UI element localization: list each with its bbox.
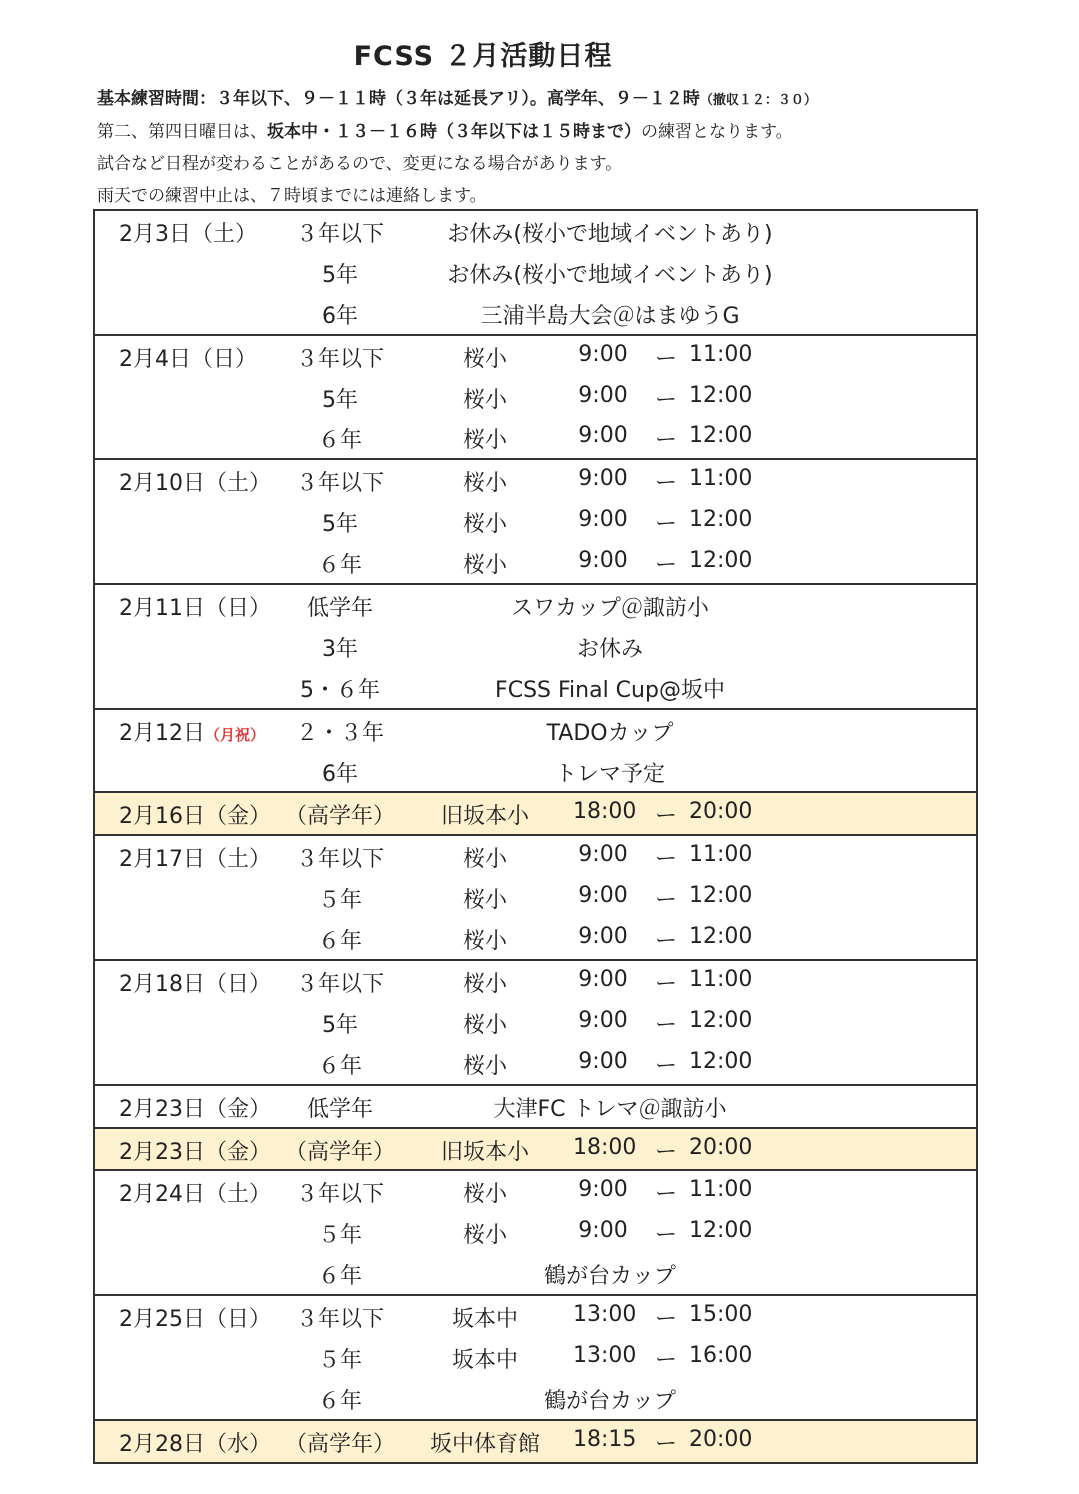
schedule-day-group bbox=[95, 793, 976, 836]
grade-cell: ３年以下 bbox=[295, 222, 384, 247]
place-cell: 桜小 bbox=[462, 471, 507, 497]
grade-cell: ３年以下 bbox=[295, 1307, 384, 1333]
time-dash: ー bbox=[655, 1307, 678, 1333]
schedule-row bbox=[95, 961, 976, 1002]
place-cell: 坂本中 bbox=[451, 1348, 518, 1374]
start-time: 18:00 bbox=[573, 799, 637, 825]
grade-cell: ６年 bbox=[317, 1388, 362, 1414]
time-dash: ー bbox=[655, 471, 678, 497]
time-dash: ー bbox=[655, 1053, 678, 1079]
note-practice-time-text: 基本練習時間：３年以下、９－１１時（３年は延長アリ）。高学年、９－１２時 bbox=[97, 89, 700, 109]
grade-cell: ３年以下 bbox=[295, 1182, 384, 1208]
date-label: 2月17日（土） bbox=[119, 847, 271, 873]
grade-cell: 6年 bbox=[322, 761, 358, 787]
start-time: 13:00 bbox=[573, 1302, 637, 1328]
date-label: 2月23日（金） bbox=[119, 1096, 271, 1122]
grade-cell: ３年以下 bbox=[295, 471, 384, 497]
start-time: 9:00 bbox=[578, 341, 628, 367]
date-label: 2月28日（水） bbox=[119, 1431, 271, 1457]
event-cell: お休み(桜小で地域イベントあり) bbox=[447, 262, 773, 288]
date-cell bbox=[119, 1427, 271, 1458]
date-label: 2月10日（土） bbox=[119, 471, 271, 497]
time-dash: ー bbox=[655, 346, 678, 372]
date-cell bbox=[119, 842, 271, 873]
start-time: 9:00 bbox=[578, 883, 628, 909]
schedule-day-group bbox=[95, 1171, 976, 1296]
start-time: 13:00 bbox=[573, 1343, 637, 1369]
note-sunday-bold: 坂本中・１３－１６時（３年以下は１５時まで） bbox=[267, 122, 641, 142]
date-label: 2月24日（土） bbox=[119, 1182, 271, 1208]
grade-cell: ６年 bbox=[317, 1053, 362, 1079]
note-sunday-lead: 第二、第四日曜日は、 bbox=[97, 122, 267, 142]
schedule-row bbox=[95, 1253, 976, 1294]
time-dash: ー bbox=[655, 553, 678, 579]
time-dash: ー bbox=[655, 929, 678, 955]
place-cell: 桜小 bbox=[462, 346, 507, 372]
time-dash: ー bbox=[655, 1139, 678, 1165]
start-time: 9:00 bbox=[578, 1007, 628, 1033]
date-cell bbox=[119, 1135, 271, 1166]
date-cell bbox=[119, 591, 271, 622]
schedule-row bbox=[95, 1212, 976, 1253]
start-time: 9:00 bbox=[578, 842, 628, 868]
schedule-day-group bbox=[95, 460, 976, 585]
date-label: 2月11日（日） bbox=[119, 596, 271, 622]
place-cell: 桜小 bbox=[462, 929, 507, 955]
grade-cell: 5・６年 bbox=[300, 677, 380, 703]
end-time: 12:00 bbox=[689, 382, 753, 408]
page-title: FCSS ２月活動日程 bbox=[353, 41, 613, 72]
date-label: 2月23日（金） bbox=[119, 1139, 271, 1165]
schedule-row bbox=[95, 1337, 976, 1378]
schedule-row bbox=[95, 1171, 976, 1212]
place-cell: 桜小 bbox=[462, 1223, 507, 1249]
grade-cell: （高学年） bbox=[285, 1431, 396, 1457]
date-cell bbox=[119, 217, 257, 248]
date-label: 2月18日（日） bbox=[119, 972, 271, 998]
end-time: 12:00 bbox=[689, 1048, 753, 1074]
time-dash: ー bbox=[655, 512, 678, 538]
schedule-day-group bbox=[95, 1296, 976, 1421]
end-time: 12:00 bbox=[689, 423, 753, 449]
date-label: 2月25日（日） bbox=[119, 1307, 271, 1333]
time-dash: ー bbox=[655, 1182, 678, 1208]
date-cell bbox=[119, 716, 265, 747]
place-cell: 桜小 bbox=[462, 1053, 507, 1079]
schedule-row bbox=[95, 1002, 976, 1043]
schedule-row bbox=[95, 710, 976, 751]
place-cell: 坂中体育館 bbox=[429, 1431, 540, 1457]
date-cell bbox=[119, 799, 271, 830]
schedule-row bbox=[95, 501, 976, 542]
grade-cell: 低学年 bbox=[306, 596, 373, 622]
grade-cell: ６年 bbox=[317, 428, 362, 454]
end-time: 11:00 bbox=[689, 967, 753, 993]
note-cleanup-time: （撤収１２：３０） bbox=[699, 93, 817, 108]
schedule-day-group bbox=[95, 836, 976, 961]
schedule-row bbox=[95, 626, 976, 667]
start-time: 9:00 bbox=[578, 1048, 628, 1074]
note-schedule-change: 試合など日程が変わることがあるので、変更になる場合があります。 bbox=[97, 154, 623, 174]
schedule-row bbox=[95, 918, 976, 959]
date-cell bbox=[119, 1177, 271, 1208]
event-cell: お休み bbox=[576, 636, 643, 662]
time-dash: ー bbox=[655, 1431, 678, 1457]
start-time: 9:00 bbox=[578, 1177, 628, 1203]
start-time: 18:15 bbox=[573, 1426, 637, 1452]
schedule-row bbox=[95, 793, 976, 834]
start-time: 9:00 bbox=[578, 924, 628, 950]
end-time: 12:00 bbox=[689, 548, 753, 574]
date-cell bbox=[119, 967, 271, 998]
grade-cell: （高学年） bbox=[285, 1139, 396, 1165]
grade-cell: 低学年 bbox=[306, 1096, 373, 1122]
date-label: 2月16日（金） bbox=[119, 804, 271, 830]
event-cell: トレマ予定 bbox=[554, 761, 665, 787]
schedule-row bbox=[95, 585, 976, 626]
end-time: 12:00 bbox=[689, 507, 753, 533]
time-dash: ー bbox=[655, 1012, 678, 1038]
schedule-row bbox=[95, 1129, 976, 1170]
start-time: 9:00 bbox=[578, 507, 628, 533]
schedule-row bbox=[95, 542, 976, 583]
event-cell: TADOカップ bbox=[546, 720, 674, 746]
event-cell: 鶴が台カップ bbox=[544, 1388, 676, 1414]
schedule-row bbox=[95, 1421, 976, 1462]
note-sunday-tail: の練習となります。 bbox=[641, 122, 793, 142]
event-cell: スワカップ＠諏訪小 bbox=[511, 596, 709, 622]
end-time: 20:00 bbox=[689, 1426, 753, 1452]
date-cell bbox=[119, 466, 271, 497]
schedule-day-group bbox=[95, 336, 976, 461]
schedule-day-group bbox=[95, 585, 976, 710]
time-dash: ー bbox=[655, 387, 678, 413]
grade-cell: ３年以下 bbox=[295, 972, 384, 998]
grade-cell: 5年 bbox=[322, 262, 358, 288]
grade-cell: 5年 bbox=[322, 512, 358, 538]
schedule-row bbox=[95, 1086, 976, 1127]
event-cell: 鶴が台カップ bbox=[544, 1264, 676, 1290]
grade-cell: ３年以下 bbox=[295, 847, 384, 873]
start-time: 9:00 bbox=[578, 466, 628, 492]
start-time: 9:00 bbox=[578, 967, 628, 993]
end-time: 11:00 bbox=[689, 1177, 753, 1203]
start-time: 9:00 bbox=[578, 1218, 628, 1244]
date-label: 2月3日（土） bbox=[119, 222, 257, 247]
date-cell bbox=[119, 1302, 271, 1333]
grade-cell: ２・３年 bbox=[295, 720, 384, 746]
end-time: 20:00 bbox=[689, 799, 753, 825]
schedule-row bbox=[95, 1378, 976, 1419]
end-time: 12:00 bbox=[689, 1218, 753, 1244]
schedule-day-group bbox=[95, 211, 976, 336]
grade-cell: 5年 bbox=[322, 387, 358, 413]
place-cell: 旧坂本小 bbox=[440, 804, 529, 830]
place-cell: 桜小 bbox=[462, 1012, 507, 1038]
schedule-row bbox=[95, 460, 976, 501]
schedule-day-group bbox=[95, 710, 976, 794]
grade-cell: ３年以下 bbox=[295, 346, 384, 372]
time-dash: ー bbox=[655, 428, 678, 454]
schedule-row bbox=[95, 417, 976, 458]
note-practice-time bbox=[97, 84, 817, 109]
schedule-row bbox=[95, 377, 976, 418]
event-cell: FCSS Final Cup@坂中 bbox=[495, 677, 725, 703]
note-sunday-practice bbox=[97, 117, 793, 142]
end-time: 12:00 bbox=[689, 924, 753, 950]
schedule-row bbox=[95, 252, 976, 293]
date-label: 2月4日（日） bbox=[119, 346, 257, 372]
end-time: 16:00 bbox=[689, 1343, 753, 1369]
schedule-row bbox=[95, 667, 976, 708]
grade-cell: 3年 bbox=[322, 636, 358, 662]
holiday-badge: （月祝） bbox=[205, 725, 266, 744]
grade-cell: ６年 bbox=[317, 553, 362, 579]
start-time: 9:00 bbox=[578, 548, 628, 574]
schedule-row bbox=[95, 336, 976, 377]
note-rain-cancel: 雨天での練習中止は、７時頃までには連絡します。 bbox=[97, 186, 487, 206]
place-cell: 旧坂本小 bbox=[440, 1139, 529, 1165]
start-time: 18:00 bbox=[573, 1134, 637, 1160]
schedule-row bbox=[95, 1043, 976, 1084]
end-time: 12:00 bbox=[689, 1007, 753, 1033]
schedule-row bbox=[95, 1296, 976, 1337]
schedule-day-group bbox=[95, 1086, 976, 1129]
end-time: 11:00 bbox=[689, 341, 753, 367]
grade-cell: ５年 bbox=[317, 1348, 362, 1374]
end-time: 20:00 bbox=[689, 1134, 753, 1160]
time-dash: ー bbox=[655, 847, 678, 873]
grade-cell: ６年 bbox=[317, 1264, 362, 1290]
place-cell: 桜小 bbox=[462, 387, 507, 413]
end-time: 12:00 bbox=[689, 883, 753, 909]
schedule-day-group bbox=[95, 1421, 976, 1464]
schedule-row bbox=[95, 751, 976, 792]
schedule-row bbox=[95, 836, 976, 877]
place-cell: 坂本中 bbox=[451, 1307, 518, 1333]
schedule-row bbox=[95, 211, 976, 252]
place-cell: 桜小 bbox=[462, 512, 507, 538]
place-cell: 桜小 bbox=[462, 972, 507, 998]
event-cell: 三浦半島大会＠はまゆうG bbox=[480, 303, 740, 329]
start-time: 9:00 bbox=[578, 382, 628, 408]
grade-cell: ５年 bbox=[317, 1223, 362, 1249]
schedule-day-group bbox=[95, 961, 976, 1086]
place-cell: 桜小 bbox=[462, 847, 507, 873]
grade-cell: ５年 bbox=[317, 888, 362, 914]
end-time: 15:00 bbox=[689, 1302, 753, 1328]
time-dash: ー bbox=[655, 972, 678, 998]
time-dash: ー bbox=[655, 888, 678, 914]
time-dash: ー bbox=[655, 804, 678, 830]
start-time: 9:00 bbox=[578, 423, 628, 449]
grade-cell: 6年 bbox=[322, 303, 358, 329]
schedule-row bbox=[95, 877, 976, 918]
grade-cell: 5年 bbox=[322, 1012, 358, 1038]
time-dash: ー bbox=[655, 1223, 678, 1249]
place-cell: 桜小 bbox=[462, 1182, 507, 1208]
schedule-day-group bbox=[95, 1129, 976, 1172]
schedule-row bbox=[95, 293, 976, 334]
end-time: 11:00 bbox=[689, 466, 753, 492]
end-time: 11:00 bbox=[689, 842, 753, 868]
grade-cell: ６年 bbox=[317, 929, 362, 955]
place-cell: 桜小 bbox=[462, 553, 507, 579]
place-cell: 桜小 bbox=[462, 428, 507, 454]
schedule-table bbox=[93, 209, 978, 1464]
grade-cell: （高学年） bbox=[285, 804, 396, 830]
date-label: 2月12日 bbox=[119, 720, 205, 746]
place-cell: 桜小 bbox=[462, 888, 507, 914]
date-cell bbox=[119, 342, 257, 373]
event-cell: 大津FC トレマ＠諏訪小 bbox=[493, 1096, 727, 1122]
time-dash: ー bbox=[655, 1348, 678, 1374]
event-cell: お休み(桜小で地域イベントあり) bbox=[447, 222, 773, 247]
date-cell bbox=[119, 1092, 271, 1123]
